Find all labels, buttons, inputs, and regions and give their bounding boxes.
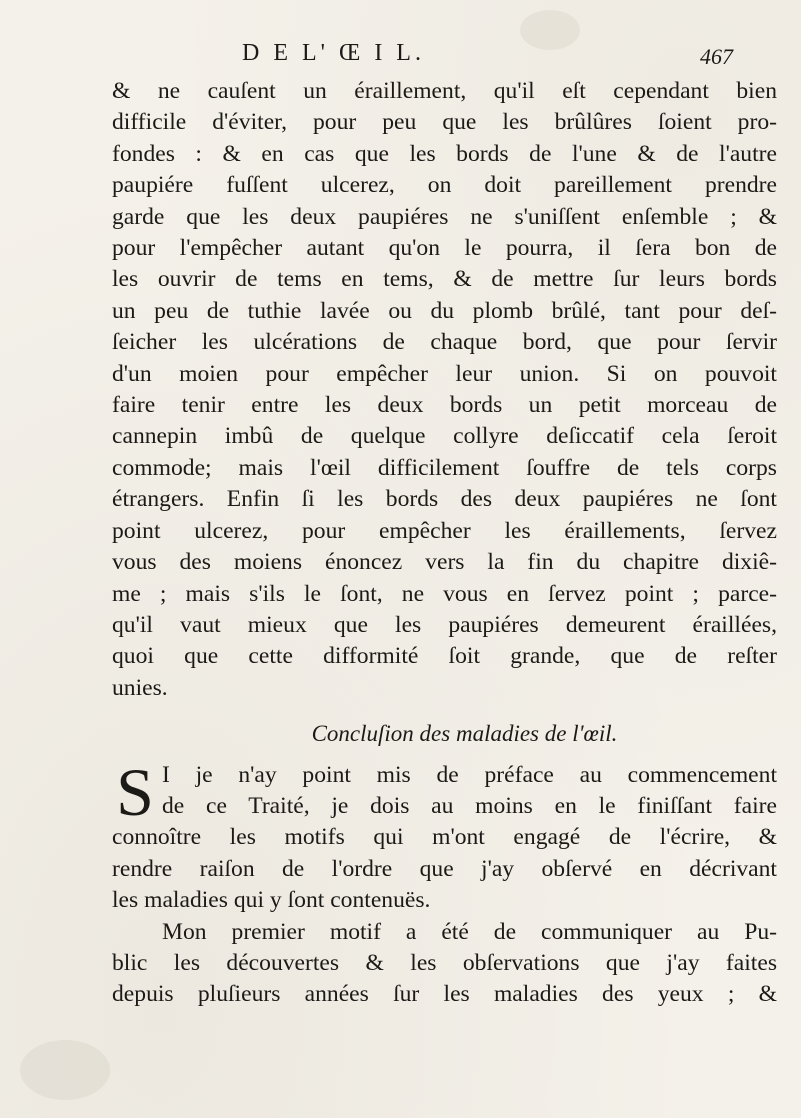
text-line: Mon premier motif a été de communiquer au Pu-: [162, 918, 777, 945]
drop-cap: S: [116, 753, 154, 830]
text-line: connoître les motifs qui m'ont engagé de l'écrire, &: [112, 824, 777, 851]
text-line: commode; mais l'œil difficilement ſouffre de tels corps: [112, 454, 777, 481]
section-title: Concluſion des maladies de l'œil.: [311, 721, 618, 747]
text-line: & ne cauſent un éraillement, qu'il eſt cependant bien: [112, 78, 777, 104]
text-line: faire tenir entre les deux bords un petit morceau de: [112, 392, 777, 419]
page-header: [0, 40, 801, 76]
text-line: garde que les deux paupiéres ne s'uniſſent enſemble ; &: [112, 203, 777, 230]
text-line: blic les découvertes & les obſervations que j'ay faites: [112, 949, 777, 976]
text-line: me ; mais s'ils le ſont, ne vous en ſervez point ; parce-: [112, 580, 777, 607]
text-line: I je n'ay point mis de préface au commencement: [162, 761, 777, 788]
text-line: d'un moien pour empêcher leur union. Si on pouvoit: [112, 360, 777, 387]
text-line: ſeicher les ulcérations de chaque bord, que pour ſervir: [112, 329, 777, 356]
text-line: quoi que cette difformité ſoit grande, que de reſter: [112, 643, 777, 670]
text-line: rendre raiſon de l'ordre que j'ay obſervé en décrivant: [112, 855, 777, 882]
text-line: unies.: [112, 674, 168, 701]
text-line: qu'il vaut mieux que les paupiéres demeurent éraillées,: [112, 611, 777, 638]
text-line: étrangers. Enfin ſi les bords des deux paupiéres ne ſont: [112, 486, 777, 513]
text-line: point ulcerez, pour empêcher les éraillements, ſervez: [112, 517, 777, 544]
paragraph-1: [112, 76, 777, 704]
paragraph-2: [112, 753, 777, 917]
text-line: un peu de tuthie lavée ou du plomb brûlé, tant pour deſ-: [112, 297, 777, 324]
text-line: paupiére fuſſent ulcerez, on doit pareillement prendre: [112, 172, 777, 199]
body-text: [112, 76, 777, 1011]
text-line: vous des moiens énoncez vers la fin du chapitre dixiê-: [112, 549, 777, 576]
text-line: les maladies qui y ſont contenuës.: [112, 887, 431, 914]
running-title: D E L' Œ I L.: [242, 40, 425, 66]
paragraph-3: [112, 917, 777, 1011]
page-number: 467: [700, 44, 733, 69]
text-line: difficile d'éviter, pour peu que les brûlûres ſoient pro-: [112, 109, 777, 136]
text-line: pour l'empêcher autant qu'on le pourra, il ſera bon de: [112, 235, 777, 262]
paper-stain: [20, 1040, 110, 1100]
text-line: de ce Traité, je dois au moins en le finiſſant faire: [162, 792, 777, 819]
text-line: les ouvrir de tems en tems, & de mettre ſur leurs bords: [112, 266, 777, 293]
text-line: fondes : & en cas que les bords de l'une & de l'autre: [112, 140, 777, 167]
text-line: depuis pluſieurs années ſur les maladies des yeux ; &: [112, 981, 777, 1008]
text-line: cannepin imbû de quelque collyre deſiccatif cela ſeroit: [112, 423, 777, 450]
